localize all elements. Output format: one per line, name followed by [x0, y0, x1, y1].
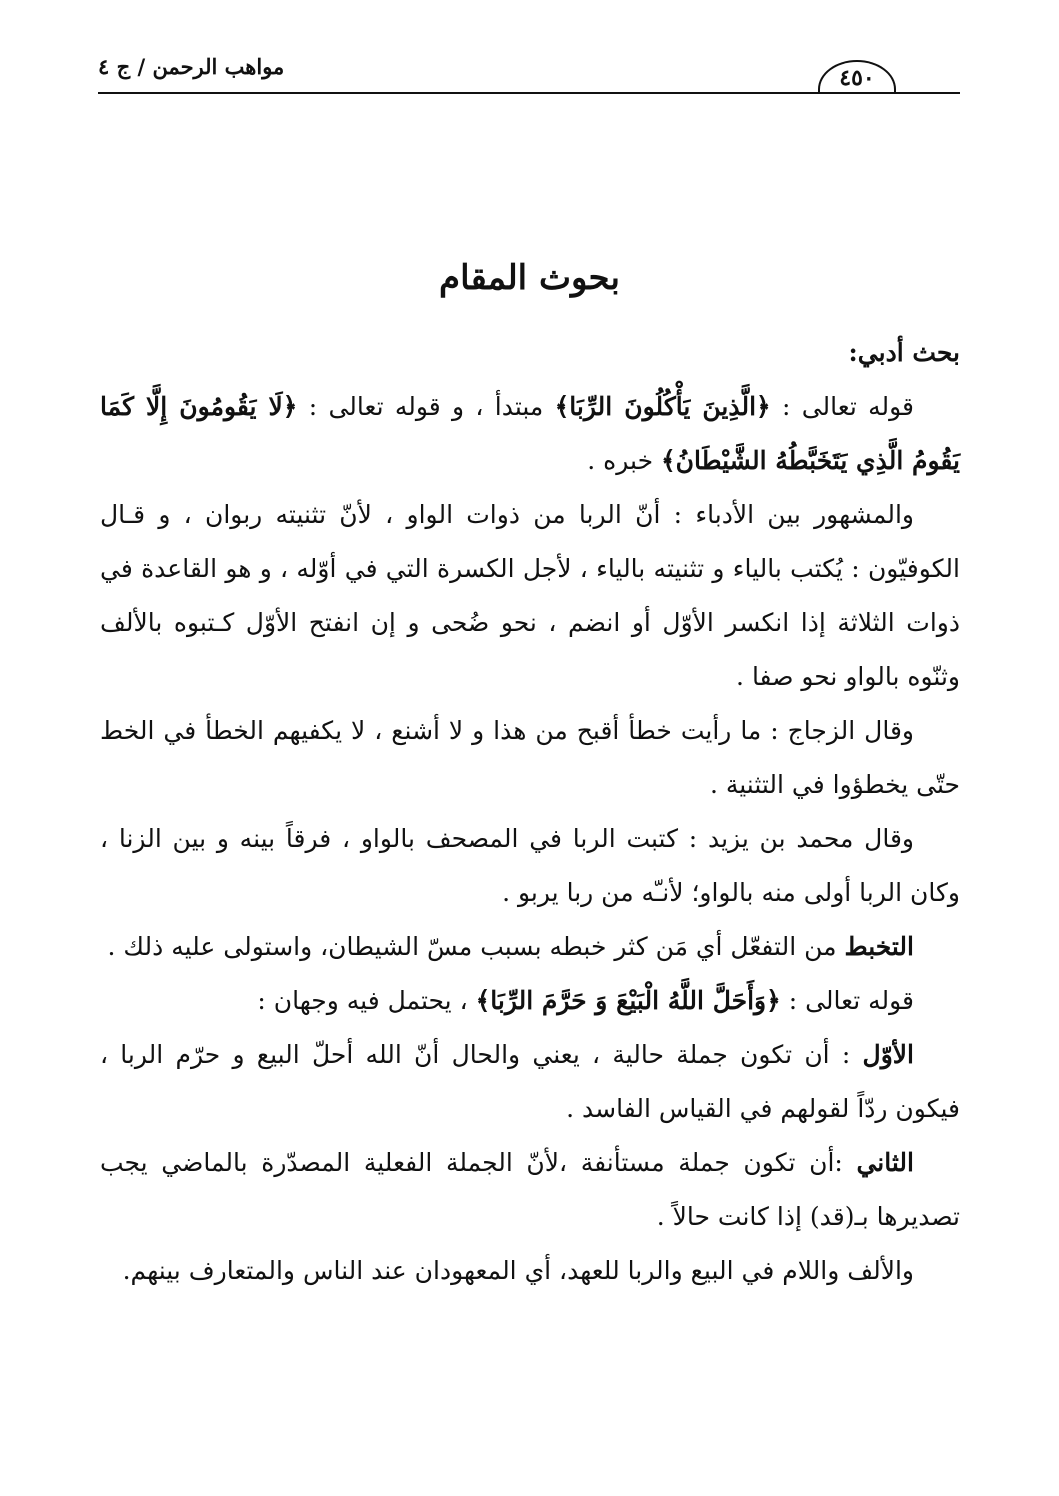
page-number: ٤٥٠: [818, 60, 896, 92]
paragraph-6: [100, 974, 960, 1028]
running-title: مواهب الرحمن / ج ٤: [98, 54, 285, 79]
quran-verse: ﴿وَأَحَلَّ اللَّهُ الْبَيْعَ وَ حَرَّمَ الرِّبَا﴾: [475, 986, 781, 1015]
body-text: [100, 326, 960, 1298]
paragraph-text: مبتدأ ، و قوله تعالى :: [297, 392, 555, 421]
term-label: التخبط: [844, 932, 914, 961]
paragraph-8: [100, 1136, 960, 1244]
page-header: [98, 48, 960, 96]
paragraph-text: قوله تعالى :: [770, 392, 914, 421]
paragraph-9: والألف واللام في البيع والربا للعهد، أي المعهودان عند الناس والمتعارف بينهم.: [122, 1256, 914, 1285]
paragraph-text: قوله تعالى :: [780, 986, 914, 1015]
section-heading: بحوث المقام: [439, 258, 620, 298]
paragraph-1: [100, 380, 960, 488]
quran-verse: ﴿لَا يَقُومُونَ إِلَّا كَمَا يَقُومُ الَّذِي يَتَخَبَّطُهُ الشَّيْطَانُ﴾: [100, 392, 960, 475]
paragraph-5: [100, 920, 960, 974]
paragraph-2: والمشهور بين الأدباء : أنّ الربا من ذوات الواو ، لأنّ تثنيته ربوان ، و قـال الكوفيّون : يُكتب بالياء و تثنيته بالياء ، لأجل الكسرة التي في أوّله ، و هو القاعدة في ذوات الثلاثة إذا انكسر الأوّل أو انضم ، نحو ضُحى و إن انفتح الأوّل كـتبوه بالألف وثنّوه بالواو نحو صفا .: [100, 500, 960, 691]
term-label: الثاني: [856, 1148, 914, 1177]
paragraph-7: [100, 1028, 960, 1136]
paragraph-text: خبره .: [587, 446, 661, 475]
subheading: بحث أدبي:: [848, 338, 960, 367]
quran-verse: ﴿الَّذِينَ يَأْكُلُونَ الرِّبَا﴾: [554, 392, 771, 421]
header-rule: [98, 92, 960, 94]
paragraph-text: ، يحتمل فيه وجهان :: [257, 986, 476, 1015]
paragraph-4: وقال محمد بن يزيد : كتبت الربا في المصحف بالواو ، فرقاً بينه و بين الزنا ، وكان الربا أولى منه بالواو؛ لأنـّه من ربا يربو .: [100, 824, 960, 907]
paragraph-text: : أن تكون جملة حالية ، يعني والحال أنّ الله أحلّ البيع و حرّم الربا ، فيكون ردّاً لقولهم في القياس الفاسد .: [100, 1040, 960, 1123]
paragraph-text: :أن تكون جملة مستأنفة ،لأنّ الجملة الفعلية المصدّرة بالماضي يجب تصديرها بـ(قد) إذا كانت حالاً .: [100, 1148, 960, 1231]
paragraph-text: من التفعّل أي مَن كثر خبطه بسبب مسّ الشيطان، واستولى عليه ذلك .: [107, 932, 845, 961]
paragraph-3: وقال الزجاج : ما رأيت خطأ أقبح من هذا و لا أشنع ، لا يكفيهم الخطأ في الخط حتّى يخطؤوا في التثنية .: [100, 716, 960, 799]
term-label: الأوّل: [862, 1040, 914, 1069]
